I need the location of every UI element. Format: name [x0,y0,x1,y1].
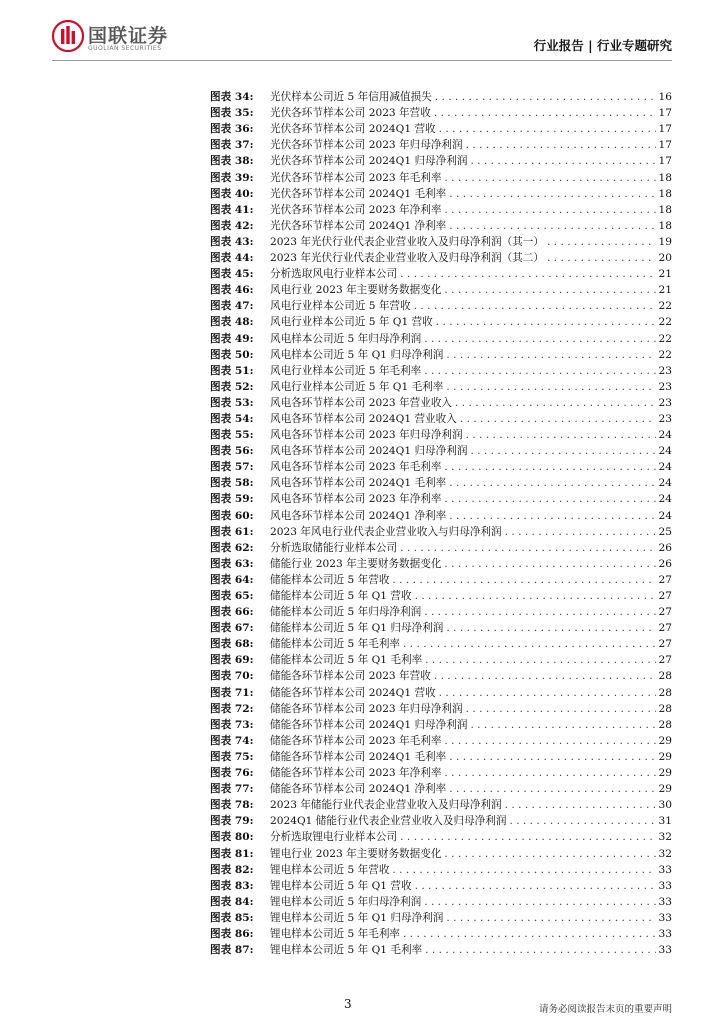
toc-entry[interactable] [210,362,672,378]
brand-logo [52,20,192,54]
toc-entry-page: 33 [658,895,672,908]
toc-entry-page: 31 [658,815,672,828]
toc-leader-dots [452,397,656,410]
toc-entry-label: 图表 63: [210,557,254,570]
toc-entry-title: 分析选取风电行业样本公司 [270,268,398,281]
toc-entry-label: 图表 61: [210,525,254,538]
toc-entry-label: 图表 53: [210,396,254,409]
toc-entry-page: 27 [658,654,672,667]
toc-leader-dots [421,896,656,909]
toc-entry-title: 储能样本公司近 5 年归母净利润 [270,606,422,619]
toc-entry-label: 图表 78: [210,799,254,812]
toc-entry[interactable] [210,732,672,748]
toc-entry-title: 风电行业 2023 年主要财务数据变化 [270,284,442,297]
toc-entry-page: 18 [658,203,672,216]
toc-entry[interactable] [210,458,672,474]
toc-entry-label: 图表 66: [210,606,254,619]
toc-leader-dots [443,349,656,362]
toc-entry-label: 图表 39: [210,171,254,184]
report-type: 行业报告 | 行业专题研究 [533,38,672,53]
toc-entry-title: 储能各环节样本公司 2024Q1 营收 [270,686,436,699]
toc-entry-label: 图表 64: [210,573,254,586]
toc-entry-title: 风电各环节样本公司 2024Q1 毛利率 [270,477,447,490]
toc-entry-label: 图表 46: [210,284,254,297]
toc-entry[interactable] [210,893,672,909]
toc-entry-title: 锂电行业 2023 年主要财务数据变化 [270,847,442,860]
toc-entry[interactable] [210,168,672,184]
toc-entry-title: 锂电样本公司近 5 年 Q1 归母净利润 [270,911,444,924]
toc-entry-label: 图表 84: [210,895,254,908]
toc-entry-title: 光伏各环节样本公司 2024Q1 营收 [270,123,436,136]
toc-entry-label: 图表 75: [210,750,254,763]
toc-entry-title: 储能样本公司近 5 年 Q1 归母净利润 [270,622,444,635]
brand-name-en: GUOLIAN SECURITIES [88,45,162,52]
toc-entry[interactable] [210,426,672,442]
toc-entry-page: 24 [658,461,672,474]
toc-entry-page: 22 [658,316,672,329]
toc-entry[interactable] [210,812,672,828]
toc-entry-title: 锂电样本公司近 5 年 Q1 营收 [270,879,412,892]
toc-entry-page: 27 [658,606,672,619]
toc-entry-title: 2023 年光伏行业代表企业营业收入及归母净利润（其一） [270,235,544,248]
toc-leader-dots [441,461,656,474]
toc-entry-title: 储能样本公司近 5 年毛利率 [270,638,401,651]
toc-entry[interactable] [210,764,672,780]
toc-entry[interactable] [210,909,672,925]
disclaimer-note: 请务必阅读报告末页的重要声明 [538,1004,672,1015]
toc-leader-dots [397,542,656,555]
toc-entry-label: 图表 80: [210,831,254,844]
toc-entry[interactable] [210,313,672,329]
toc-entry-title: 光伏各环节样本公司 2024Q1 归母净利润 [270,155,468,168]
toc-entry[interactable] [210,394,672,410]
toc-leader-dots [421,365,656,378]
toc-entry[interactable] [210,490,672,506]
toc-entry-title: 风电行业样本公司近 5 年 Q1 毛利率 [270,380,444,393]
toc-entry-label: 图表 67: [210,622,254,635]
toc-entry[interactable] [210,378,672,394]
toc-leader-dots [502,799,656,812]
toc-leader-dots [422,654,656,667]
toc-entry-page: 24 [658,493,672,506]
toc-entry-page: 33 [658,911,672,924]
toc-entry[interactable] [210,265,672,281]
toc-entry-page: 17 [658,123,672,136]
toc-leader-dots [463,703,656,716]
toc-entry-page: 29 [658,750,672,763]
toc-entry-label: 图表 72: [210,702,254,715]
toc-entry[interactable] [210,442,672,458]
toc-entry-title: 储能样本公司近 5 年 Q1 毛利率 [270,654,423,667]
toc-entry-label: 图表 56: [210,445,254,458]
toc-entry[interactable] [210,780,672,796]
toc-entry-page: 28 [658,686,672,699]
toc-entry[interactable] [210,539,672,555]
toc-leader-dots [443,381,656,394]
toc-entry-page: 33 [658,927,672,940]
toc-entry[interactable] [210,844,672,860]
toc-entry-title: 储能样本公司近 5 年 Q1 营收 [270,590,412,602]
toc-entry-page: 30 [658,799,672,812]
toc-leader-dots [446,751,656,764]
toc-entry-page: 23 [658,380,672,393]
toc-entry[interactable] [210,828,672,844]
toc-entry-page: 28 [658,702,672,715]
header-divider [52,60,672,61]
toc-entry-label: 图表 81: [210,847,254,860]
toc-entry[interactable] [210,587,672,603]
toc-entry-page: 33 [658,879,672,892]
toc-entry-label: 图表 74: [210,734,254,747]
toc-entry-label: 图表 59: [210,493,254,506]
toc-entry-page: 16 [658,91,672,104]
toc-leader-dots [441,284,656,297]
toc-entry[interactable] [210,700,672,716]
toc-entry-page: 29 [658,767,672,780]
toc-leader-dots [389,864,656,877]
toc-entry[interactable] [210,88,672,104]
toc-entry-title: 储能各环节样本公司 2023 年营收 [270,670,431,683]
toc-entry-page: 18 [658,219,672,232]
toc-entry-label: 图表 87: [210,944,254,957]
toc-entry[interactable] [210,506,672,522]
toc-entry-label: 图表 40: [210,187,254,200]
toc-leader-dots [544,252,656,265]
toc-entry-title: 光伏各环节样本公司 2023 年毛利率 [270,171,442,184]
toc-entry-label: 图表 41: [210,203,254,216]
toc-entry-title: 风电行业样本公司近 5 年毛利率 [270,364,422,377]
toc-leader-dots [502,526,656,539]
toc-entry-page: 24 [658,477,672,490]
toc-entry-page: 33 [658,863,672,876]
toc-entry-label: 图表 82: [210,863,254,876]
toc-entry[interactable] [210,201,672,217]
toc-entry-label: 图表 58: [210,477,254,490]
brand-name: 国联证券 [88,25,169,47]
toc-entry[interactable] [210,716,672,732]
toc-entry-page: 22 [658,348,672,361]
toc-entry-label: 图表 85: [210,911,254,924]
toc-leader-dots [421,333,656,346]
toc-entry-label: 图表 43: [210,235,254,248]
toc-entry-label: 图表 57: [210,461,254,474]
toc-leader-dots [467,445,656,458]
toc-entry[interactable] [210,877,672,893]
toc-leader-dots [441,493,656,506]
toc-leader-dots [431,107,656,120]
toc-leader-dots [441,204,656,217]
toc-entry-title: 储能各环节样本公司 2024Q1 毛利率 [270,750,447,763]
toc-entry[interactable] [210,861,672,877]
toc-entry-label: 图表 49: [210,332,254,345]
toc-entry-title: 储能各环节样本公司 2024Q1 归母净利润 [270,718,468,731]
toc-leader-dots [446,220,656,233]
toc-entry[interactable] [210,217,672,233]
toc-entry-label: 图表 54: [210,412,254,425]
toc-leader-dots [436,687,656,700]
toc-entry-title: 储能各环节样本公司 2023 年净利率 [270,767,442,780]
toc-entry-page: 29 [658,783,672,796]
toc-entry-label: 图表 48: [210,316,254,329]
toc-entry-label: 图表 86: [210,927,254,940]
toc-entry-label: 图表 44: [210,252,254,265]
toc-entry-label: 图表 50: [210,348,254,361]
toc-entry-page: 25 [658,525,672,538]
toc-entry-label: 图表 71: [210,686,254,699]
toc-entry-page: 32 [658,831,672,844]
toc-entry[interactable] [210,281,672,297]
toc-entry-title: 储能各环节样本公司 2023 年归母净利润 [270,702,463,715]
toc-entry[interactable] [210,683,672,699]
toc-entry-page: 33 [658,944,672,957]
toc-leader-dots [432,91,656,104]
toc-entry[interactable] [210,104,672,120]
toc-leader-dots [421,606,656,619]
toc-entry-title: 锂电样本公司近 5 年毛利率 [270,927,401,940]
toc-entry-title: 风电样本公司近 5 年 Q1 归母净利润 [270,348,444,361]
toc-leader-dots [467,719,656,732]
toc-entry[interactable] [210,925,672,941]
toc-entry-label: 图表 37: [210,139,254,152]
toc-entry-page: 23 [658,412,672,425]
toc-entry[interactable] [210,185,672,201]
toc-leader-dots [389,574,656,587]
toc-entry-title: 风电各环节样本公司 2024Q1 营业收入 [270,412,457,425]
toc-entry-title: 风电样本公司近 5 年归母净利润 [270,332,422,345]
toc-entry-title: 光伏样本公司近 5 年信用减值损失 [270,91,432,104]
toc-entry-label: 图表 62: [210,541,254,554]
toc-entry-label: 图表 69: [210,654,254,667]
toc-entry-page: 17 [658,155,672,168]
toc-leader-dots [463,139,656,152]
toc-entry[interactable] [210,667,672,683]
toc-entry-title: 2023 年风电行业代表企业营业收入与归母净利润 [270,525,502,538]
toc-entry-title: 储能各环节样本公司 2024Q1 净利率 [270,783,447,796]
toc-entry[interactable] [210,523,672,539]
toc-entry[interactable] [210,120,672,136]
toc-entry-page: 24 [658,429,672,442]
toc-entry-label: 图表 45: [210,268,254,281]
toc-entry-page: 18 [658,171,672,184]
toc-entry-label: 图表 47: [210,300,254,313]
toc-entry-page: 28 [658,718,672,731]
toc-entry-page: 27 [658,573,672,586]
toc-leader-dots [400,638,656,651]
toc-leader-dots [441,558,656,571]
toc-leader-dots [457,413,656,426]
toc-entry[interactable] [210,474,672,490]
toc-entry-page: 17 [658,139,672,152]
toc-entry-title: 锂电样本公司近 5 年营收 [270,863,390,876]
toc-entry-title: 风电行业样本公司近 5 年营收 [270,300,411,313]
toc-entry-page: 27 [658,590,672,602]
toc-entry[interactable] [210,152,672,168]
toc-entry[interactable] [210,136,672,152]
toc-entry-title: 锂电样本公司近 5 年归母净利润 [270,895,422,908]
toc-leader-dots [431,670,656,683]
toc-entry[interactable] [210,410,672,426]
toc-entry-page: 26 [658,541,672,554]
toc-entry-title: 风电各环节样本公司 2023 年净利率 [270,493,442,506]
toc-entry-label: 图表 55: [210,429,254,442]
toc-entry[interactable] [210,796,672,812]
toc-entry-page: 23 [658,364,672,377]
toc-entry[interactable] [210,651,672,667]
toc-entry-title: 风电各环节样本公司 2024Q1 归母净利润 [270,445,468,458]
toc-entry-label: 图表 68: [210,638,254,651]
toc-leader-dots [467,155,656,168]
toc-entry-label: 图表 70: [210,670,254,683]
toc-entry-page: 24 [658,445,672,458]
toc-entry[interactable] [210,233,672,249]
toc-entry-title: 储能行业 2023 年主要财务数据变化 [270,557,442,570]
toc-leader-dots [422,944,656,957]
toc-leader-dots [446,188,656,201]
toc-leader-dots [443,622,656,635]
toc-entry-page: 24 [658,509,672,522]
guolian-logo-icon [52,20,84,52]
toc-entry[interactable] [210,941,672,957]
toc-entry-page: 28 [658,670,672,683]
toc-entry[interactable] [210,346,672,362]
page-header [0,0,724,62]
toc-entry-page: 26 [658,557,672,570]
toc-entry[interactable] [210,249,672,265]
toc-entry-label: 图表 60: [210,509,254,522]
toc-leader-dots [412,590,656,603]
toc-entry-page: 22 [658,300,672,313]
toc-leader-dots [441,172,656,185]
toc-entry-title: 2023 年储能行业代表企业营业收入及归母净利润 [270,799,502,812]
toc-entry-title: 光伏各环节样本公司 2023 年归母净利润 [270,139,463,152]
toc-entry-page: 27 [658,622,672,635]
toc-leader-dots [441,848,656,861]
toc-entry-label: 图表 65: [210,590,254,602]
toc-entry-label: 图表 83: [210,879,254,892]
toc-entry-title: 分析选取锂电行业样本公司 [270,831,398,844]
toc-entry-page: 17 [658,107,672,120]
toc-entry-title: 风电各环节样本公司 2024Q1 净利率 [270,509,447,522]
toc-entry-label: 图表 42: [210,219,254,232]
page-number: 3 [344,997,352,1011]
toc-leader-dots [400,928,656,941]
toc-entry-label: 图表 38: [210,155,254,168]
toc-entry-page: 27 [658,638,672,651]
toc-leader-dots [446,510,656,523]
toc-entry-title: 光伏各环节样本公司 2023 年净利率 [270,203,442,216]
toc-entry-label: 图表 79: [210,815,254,828]
toc-leader-dots [446,477,656,490]
toc-entry-title: 光伏各环节样本公司 2024Q1 净利率 [270,219,447,232]
toc-leader-dots [411,300,656,313]
toc-entry-title: 风电行业样本公司近 5 年 Q1 营收 [270,316,433,329]
toc-entry[interactable] [210,297,672,313]
toc-entry-label: 图表 36: [210,123,254,136]
toc-leader-dots [412,880,656,893]
toc-entry-title: 风电各环节样本公司 2023 年归母净利润 [270,429,463,442]
toc-entry-label: 图表 73: [210,718,254,731]
toc-entry[interactable] [210,555,672,571]
toc-entry[interactable] [210,619,672,635]
toc-leader-dots [463,429,656,442]
toc-entry-page: 21 [658,284,672,297]
toc-leader-dots [397,831,656,844]
toc-entry-title: 锂电样本公司近 5 年 Q1 毛利率 [270,944,423,957]
toc-entry-page: 32 [658,847,672,860]
toc-entry[interactable] [210,571,672,587]
toc-entry-title: 风电各环节样本公司 2023 年营业收入 [270,396,453,409]
toc-leader-dots [544,236,656,249]
toc-entry-page: 29 [658,734,672,747]
toc-entry[interactable] [210,748,672,764]
toc-leader-dots [506,815,656,828]
toc-entry-label: 图表 76: [210,767,254,780]
toc-entry-label: 图表 51: [210,364,254,377]
toc-entry-title: 光伏各环节样本公司 2024Q1 毛利率 [270,187,447,200]
toc-entry-page: 19 [658,235,672,248]
toc-entry[interactable] [210,603,672,619]
toc-entry-label: 图表 34: [210,91,254,104]
toc-entry-page: 22 [658,332,672,345]
toc-entry-label: 图表 35: [210,107,254,120]
toc-entry-title: 储能各环节样本公司 2023 年毛利率 [270,734,442,747]
toc-entry-label: 图表 52: [210,380,254,393]
toc-entry[interactable] [210,329,672,345]
toc-entry-page: 20 [658,252,672,265]
toc-entry-label: 图表 77: [210,783,254,796]
toc-entry-title: 分析选取储能行业样本公司 [270,541,398,554]
toc-entry-title: 光伏各环节样本公司 2023 年营收 [270,107,431,120]
toc-leader-dots [446,783,656,796]
toc-entry-page: 21 [658,268,672,281]
toc-entry-page: 23 [658,396,672,409]
toc-leader-dots [433,316,656,329]
toc-entry-page: 18 [658,187,672,200]
toc-entry-title: 2023 年光伏行业代表企业营业收入及归母净利润（其二） [270,252,544,265]
figure-index [210,88,672,957]
toc-entry[interactable] [210,635,672,651]
toc-leader-dots [443,912,656,925]
toc-entry-title: 风电各环节样本公司 2023 年毛利率 [270,461,442,474]
toc-entry-title: 2024Q1 储能行业代表企业营业收入及归母净利润 [270,815,507,828]
toc-leader-dots [441,735,656,748]
toc-entry-title: 储能样本公司近 5 年营收 [270,573,390,586]
toc-leader-dots [397,268,656,281]
toc-leader-dots [436,123,656,136]
toc-leader-dots [441,767,656,780]
